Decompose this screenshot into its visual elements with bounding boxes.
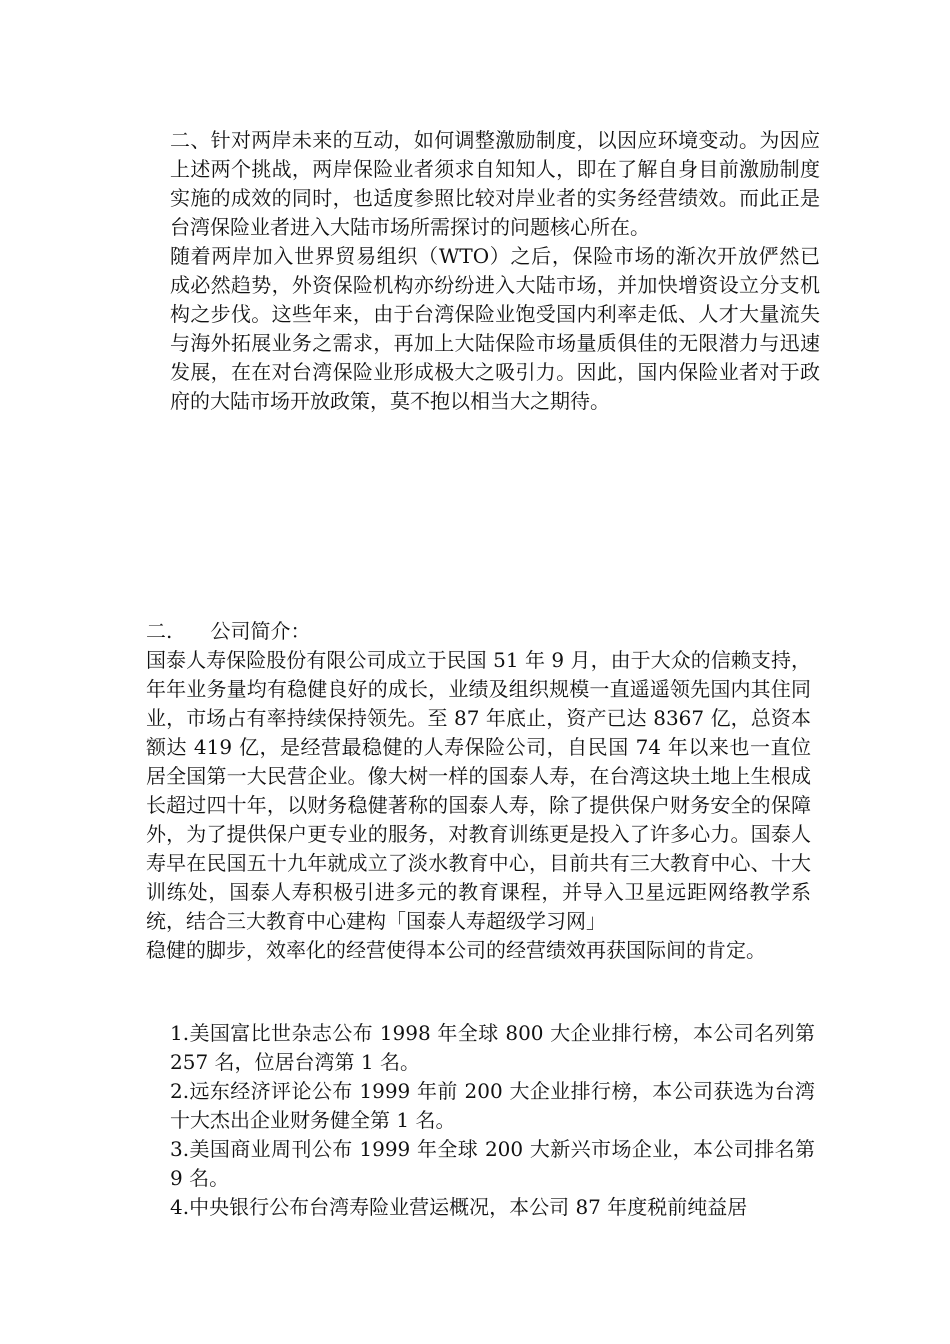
intro-paragraph: 随着两岸加入世界贸易组织（WTO）之后，保险市场的渐次开放俨然已成必然趋势，外资保险机构亦纷纷进入大陆市场，并加快增资设立分支机构之步伐。这些年来，由于台湾保险业饱受国内利率走低、人才大量流失与海外拓展业务之需求，再加上大陆保险市场量质俱佳的无限潜力与迅速发展，在在对台湾保险业形成极大之吸引力。因此，国内保险业者对于政府的大陆市场开放政策，莫不抱以相当大之期待。 — [170, 244, 820, 413]
list-item: 1.美国富比世杂志公布 1998 年全球 800 大企业排行榜，本公司名列第 257 名，位居台湾第 1 名。 — [170, 1021, 815, 1074]
list-item: 4.中央银行公布台湾寿险业营运概况，本公司 87 年度税前纯益居 — [170, 1195, 748, 1219]
intro-paragraph: 二、针对两岸未来的互动，如何调整激励制度，以因应环境变动。为因应上述两个挑战，两岸保险业者须求自知知人，即在了解自身目前激励制度实施的成效的同时，也适度参照比较对岸业者的实务经营绩效。而此正是台湾保险业者进入大陆市场所需探讨的问题核心所在。 — [170, 128, 820, 239]
section-number: 二. — [146, 619, 173, 643]
list-item: 2.远东经济评论公布 1999 年前 200 大企业排行榜，本公司获选为台湾十大杰出企业财务健全第 1 名。 — [170, 1079, 815, 1132]
intro-section — [170, 126, 820, 416]
company-paragraph: 国泰人寿保险股份有限公司成立于民国 51 年 9 月，由于大众的信赖支持，年年业务量均有稳健良好的成长，业绩及组织规模一直遥遥领先国内其住同业，市场占有率持续保持领先。至 87 年底止，资产已达 8367 亿，总资本额达 419 亿，是经营最稳健的人寿保险公司，自民国 74 年以来也一直位居全国第一大民营企业。像大树一样的国泰人寿，在台湾这块土地上生根成长超过四十年，以财务稳健著称的国泰人寿，除了提供保户财务安全的保障外，为了提供保户更专业的服务，对教育训练更是投入了许多心力。国泰人寿早在民国五十九年就成立了淡水教育中心，目前共有三大教育中心、十大训练处，国泰人寿积极引进多元的教育课程，并导入卫星远距网络教学系统，结合三大教育中心建构「国泰人寿超级学习网」 — [146, 648, 811, 933]
section-title: 公司简介： — [210, 619, 311, 643]
list-item: 3.美国商业周刊公布 1999 年全球 200 大新兴市场企业，本公司排名第 9 名。 — [170, 1137, 815, 1190]
company-intro — [146, 646, 811, 965]
section-heading — [146, 617, 311, 646]
company-paragraph: 稳健的脚步，效率化的经营使得本公司的经营绩效再获国际间的肯定。 — [146, 938, 766, 962]
achievement-list — [170, 1019, 815, 1222]
